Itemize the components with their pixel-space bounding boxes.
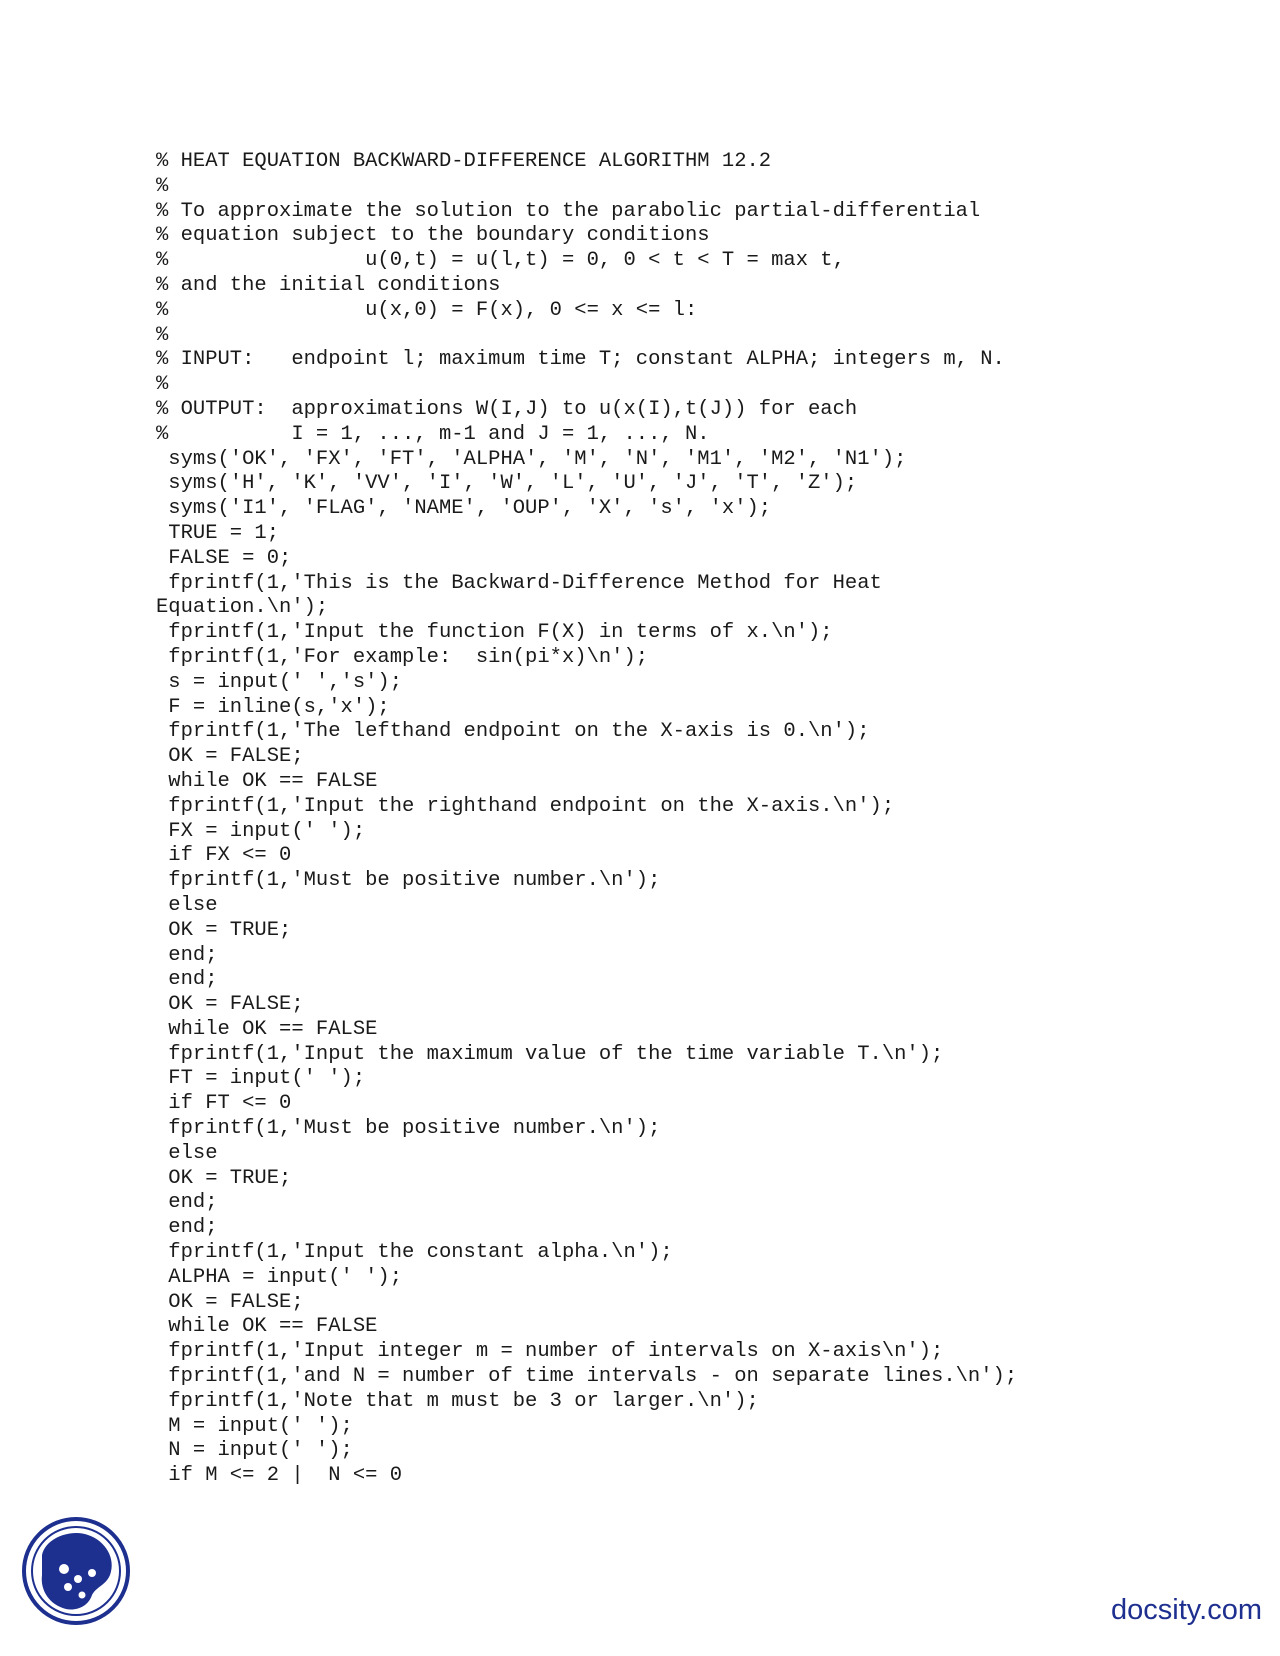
code-line: % u(0,t) = u(l,t) = 0, 0 < t < T = max t, [156, 249, 845, 273]
code-line: fprintf(1,'For example: sin(pi*x)\n'); [156, 645, 649, 669]
code-line: fprintf(1,'The lefthand endpoint on the X-axis is 0.\n'); [156, 720, 870, 744]
code-line: syms('H', 'K', 'VV', 'I', 'W', 'L', 'U', 'J', 'T', 'Z'); [156, 472, 858, 496]
code-line: fprintf(1,'Input the maximum value of the time variable T.\n'); [156, 1042, 944, 1066]
code-line: OK = TRUE; [156, 1166, 292, 1190]
code-line: M = input(' '); [156, 1414, 353, 1438]
code-line: Equation.\n'); [156, 596, 329, 620]
code-line: fprintf(1,'This is the Backward-Difference Method for Heat [156, 571, 882, 595]
code-line: % OUTPUT: approximations W(I,J) to u(x(I),t(J)) for each [156, 397, 858, 421]
code-line: fprintf(1,'Input the righthand endpoint on the X-axis.\n'); [156, 794, 895, 818]
code-line: % u(x,0) = F(x), 0 <= x <= l: [156, 298, 698, 322]
code-line: FALSE = 0; [156, 546, 292, 570]
code-listing [156, 150, 1017, 1489]
code-line: fprintf(1,'Input integer m = number of intervals on X-axis\n'); [156, 1340, 944, 1364]
code-line: fprintf(1,'Input the function F(X) in terms of x.\n'); [156, 621, 833, 645]
code-line: fprintf(1,'Must be positive number.\n'); [156, 1117, 661, 1141]
code-line: % HEAT EQUATION BACKWARD-DIFFERENCE ALGORITHM 12.2 [156, 150, 772, 173]
code-line: end; [156, 968, 218, 992]
docsity-brand-text[interactable]: docsity.com [1111, 1594, 1262, 1626]
code-line: else [156, 1141, 218, 1165]
code-line: while OK == FALSE [156, 1017, 378, 1041]
code-line: TRUE = 1; [156, 521, 280, 545]
code-line: % INPUT: endpoint l; maximum time T; constant ALPHA; integers m, N. [156, 348, 1005, 372]
code-line: if FT <= 0 [156, 1092, 292, 1116]
code-line: if FX <= 0 [156, 844, 292, 868]
code-line: FX = input(' '); [156, 819, 366, 843]
code-line: fprintf(1,'Input the constant alpha.\n'); [156, 1241, 673, 1265]
code-line: OK = FALSE; [156, 993, 304, 1017]
code-line: F = inline(s,'x'); [156, 695, 390, 719]
code-line: % [156, 373, 169, 397]
code-line: % and the initial conditions [156, 273, 501, 297]
code-line: end; [156, 1191, 218, 1215]
code-line: if M <= 2 | N <= 0 [156, 1464, 403, 1488]
code-line: syms('OK', 'FX', 'FT', 'ALPHA', 'M', 'N', 'M1', 'M2', 'N1'); [156, 447, 907, 471]
code-line: while OK == FALSE [156, 1315, 378, 1339]
code-line: while OK == FALSE [156, 769, 378, 793]
code-line: else [156, 893, 218, 917]
code-line: fprintf(1,'and N = number of time intervals - on separate lines.\n'); [156, 1365, 1018, 1389]
code-line: % [156, 323, 169, 347]
code-line: end; [156, 1216, 218, 1240]
code-line: % I = 1, ..., m-1 and J = 1, ..., N. [156, 422, 710, 446]
docsity-logo-icon [20, 1515, 132, 1627]
code-line: OK = FALSE; [156, 745, 304, 769]
code-line: s = input(' ','s'); [156, 670, 403, 694]
code-line: % equation subject to the boundary conditions [156, 224, 710, 248]
code-line: end; [156, 943, 218, 967]
code-line: syms('I1', 'FLAG', 'NAME', 'OUP', 'X', 's', 'x'); [156, 497, 772, 521]
code-line: fprintf(1,'Note that m must be 3 or larger.\n'); [156, 1389, 759, 1413]
code-line: ALPHA = input(' '); [156, 1265, 403, 1289]
code-line: fprintf(1,'Must be positive number.\n'); [156, 869, 661, 893]
code-line: OK = TRUE; [156, 918, 292, 942]
code-line: % [156, 174, 169, 198]
code-line: FT = input(' '); [156, 1067, 366, 1091]
code-line: % To approximate the solution to the parabolic partial-differential [156, 199, 981, 223]
code-line: N = input(' '); [156, 1439, 353, 1463]
code-line: OK = FALSE; [156, 1290, 304, 1314]
